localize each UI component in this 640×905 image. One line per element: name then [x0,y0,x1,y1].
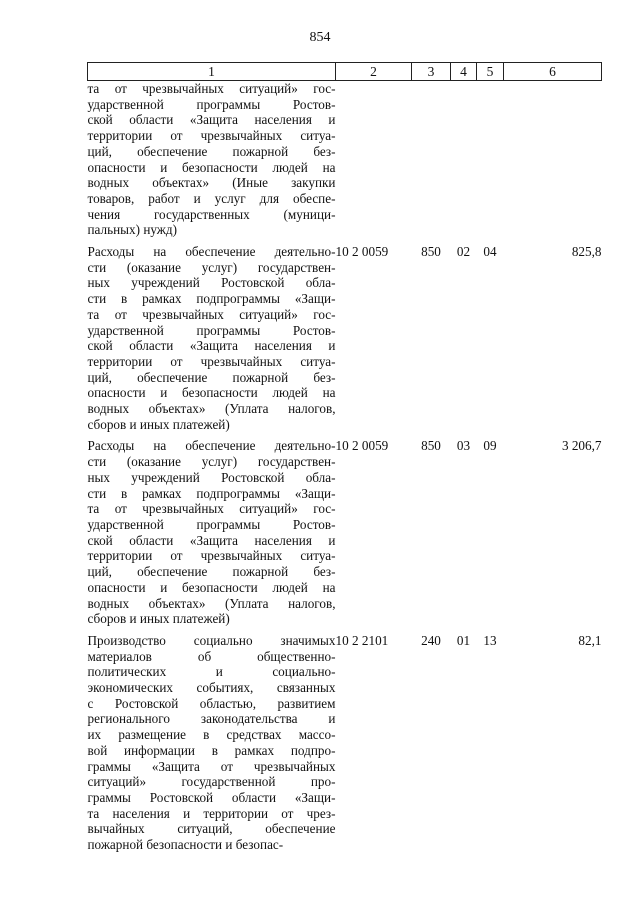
header-col-4: 4 [451,63,477,81]
description-line: ударственной программы Ростов- [87,96,336,112]
row-amount: 82,1 [578,632,602,648]
description-line: с Ростовской областью, развитием [87,695,336,711]
description-line: ситуаций» государственной про- [87,774,336,790]
table-row [88,432,602,626]
page-number: 854 [309,30,331,45]
row-section [451,81,477,239]
row-subsection: 09 [483,438,497,454]
table-row [88,238,602,432]
row-target-code: 10 2 0059 [335,244,389,260]
description-line: сборов и иных платежей) [87,611,230,627]
description-line: сборов и иных платежей) [87,416,230,432]
description-line: вой информации в рамках подпро- [87,742,336,758]
row-description [88,627,336,853]
row-target-code: 10 2 0059 [335,438,389,454]
table-row [88,627,602,853]
description-line: ных учреждений Ростовской обла- [87,275,336,291]
description-line: чения государственных (муници- [87,206,336,222]
description-line: ударственной программы Ростов- [87,322,336,338]
row-amount [504,81,602,239]
header-col-1: 1 [88,63,336,81]
description-line: водных объектах» (Иные закупки [87,175,336,191]
row-section: 03 [456,438,471,454]
description-line: Расходы на обеспечение деятельно- [87,244,336,260]
row-amount: 825,8 [571,244,602,260]
row-section: 02 [456,244,471,260]
description-line: территории от чрезвычайных ситуа- [87,548,336,564]
description-line: ской области «Защита населения и [87,532,336,548]
description-line: экономических событиях, связанных [87,680,336,696]
description-line: материалов об общественно- [87,648,336,664]
budget-table [87,62,602,853]
header-col-3: 3 [412,63,451,81]
row-expense-type [412,81,451,239]
row-expense-type: 850 [421,438,441,454]
description-line: опасности и безопасности людей на [87,159,336,175]
description-line: их размещение в средствах массо- [87,727,336,743]
row-target-code [336,81,412,239]
description-line: территории от чрезвычайных ситуа- [87,128,336,144]
description-line: сти (оказание услуг) государствен- [87,454,336,470]
row-subsection: 13 [483,632,497,648]
description-line: пожарной безопасности и безопас- [87,837,284,853]
header-col-6: 6 [504,63,602,81]
row-subsection [477,81,504,239]
row-target-code: 10 2 2101 [335,632,389,648]
description-line: та от чрезвычайных ситуаций» гос- [87,501,336,517]
description-line: граммы «Защита от чрезвычайных [87,758,336,774]
description-line: территории от чрезвычайных ситуа- [87,353,336,369]
description-line: опасности и безопасности людей на [87,579,336,595]
description-line: пальных) нужд) [87,222,178,238]
header-col-5: 5 [477,63,504,81]
description-line: та от чрезвычайных ситуаций» гос- [87,306,336,322]
description-line: ской области «Защита населения и [87,338,336,354]
description-line: та от чрезвычайных ситуаций» гос- [87,81,336,96]
description-line: политических и социально- [87,664,336,680]
description-line: водных объектах» (Уплата налогов, [87,401,336,417]
description-line: сти в рамках подпрограммы «Защи- [87,485,336,501]
description-line: опасности и безопасности людей на [87,385,336,401]
description-line: товаров, работ и услуг для обеспе- [87,190,336,206]
header-col-2: 2 [336,63,412,81]
description-line: та населения и территории от чрез- [87,805,336,821]
row-section: 01 [456,632,471,648]
table-header-row [88,63,602,81]
description-line: вычайных ситуаций, обеспечение [87,821,336,837]
row-description [88,432,336,626]
table-row [88,81,602,239]
description-line: ций, обеспечение пожарной без- [87,564,336,580]
row-subsection: 04 [483,244,497,260]
row-description [88,81,336,239]
row-description [88,238,336,432]
description-line: ской области «Защита населения и [87,112,336,128]
description-line: регионального законодательства и [87,711,336,727]
description-line: Расходы на обеспечение деятельно- [87,438,336,454]
description-line: сти в рамках подпрограммы «Защи- [87,291,336,307]
row-expense-type: 240 [421,632,441,648]
description-line: водных объектах» (Уплата налогов, [87,595,336,611]
row-amount: 3 206,7 [561,438,602,454]
description-line: ударственной программы Ростов- [87,516,336,532]
description-line: ций, обеспечение пожарной без- [87,143,336,159]
description-line: ций, обеспечение пожарной без- [87,369,336,385]
description-line: граммы Ростовской области «Защи- [87,789,336,805]
description-line: сти (оказание услуг) государствен- [87,259,336,275]
row-expense-type: 850 [421,244,441,260]
description-line: Производство социально значимых [87,632,336,648]
description-line: ных учреждений Ростовской обла- [87,469,336,485]
